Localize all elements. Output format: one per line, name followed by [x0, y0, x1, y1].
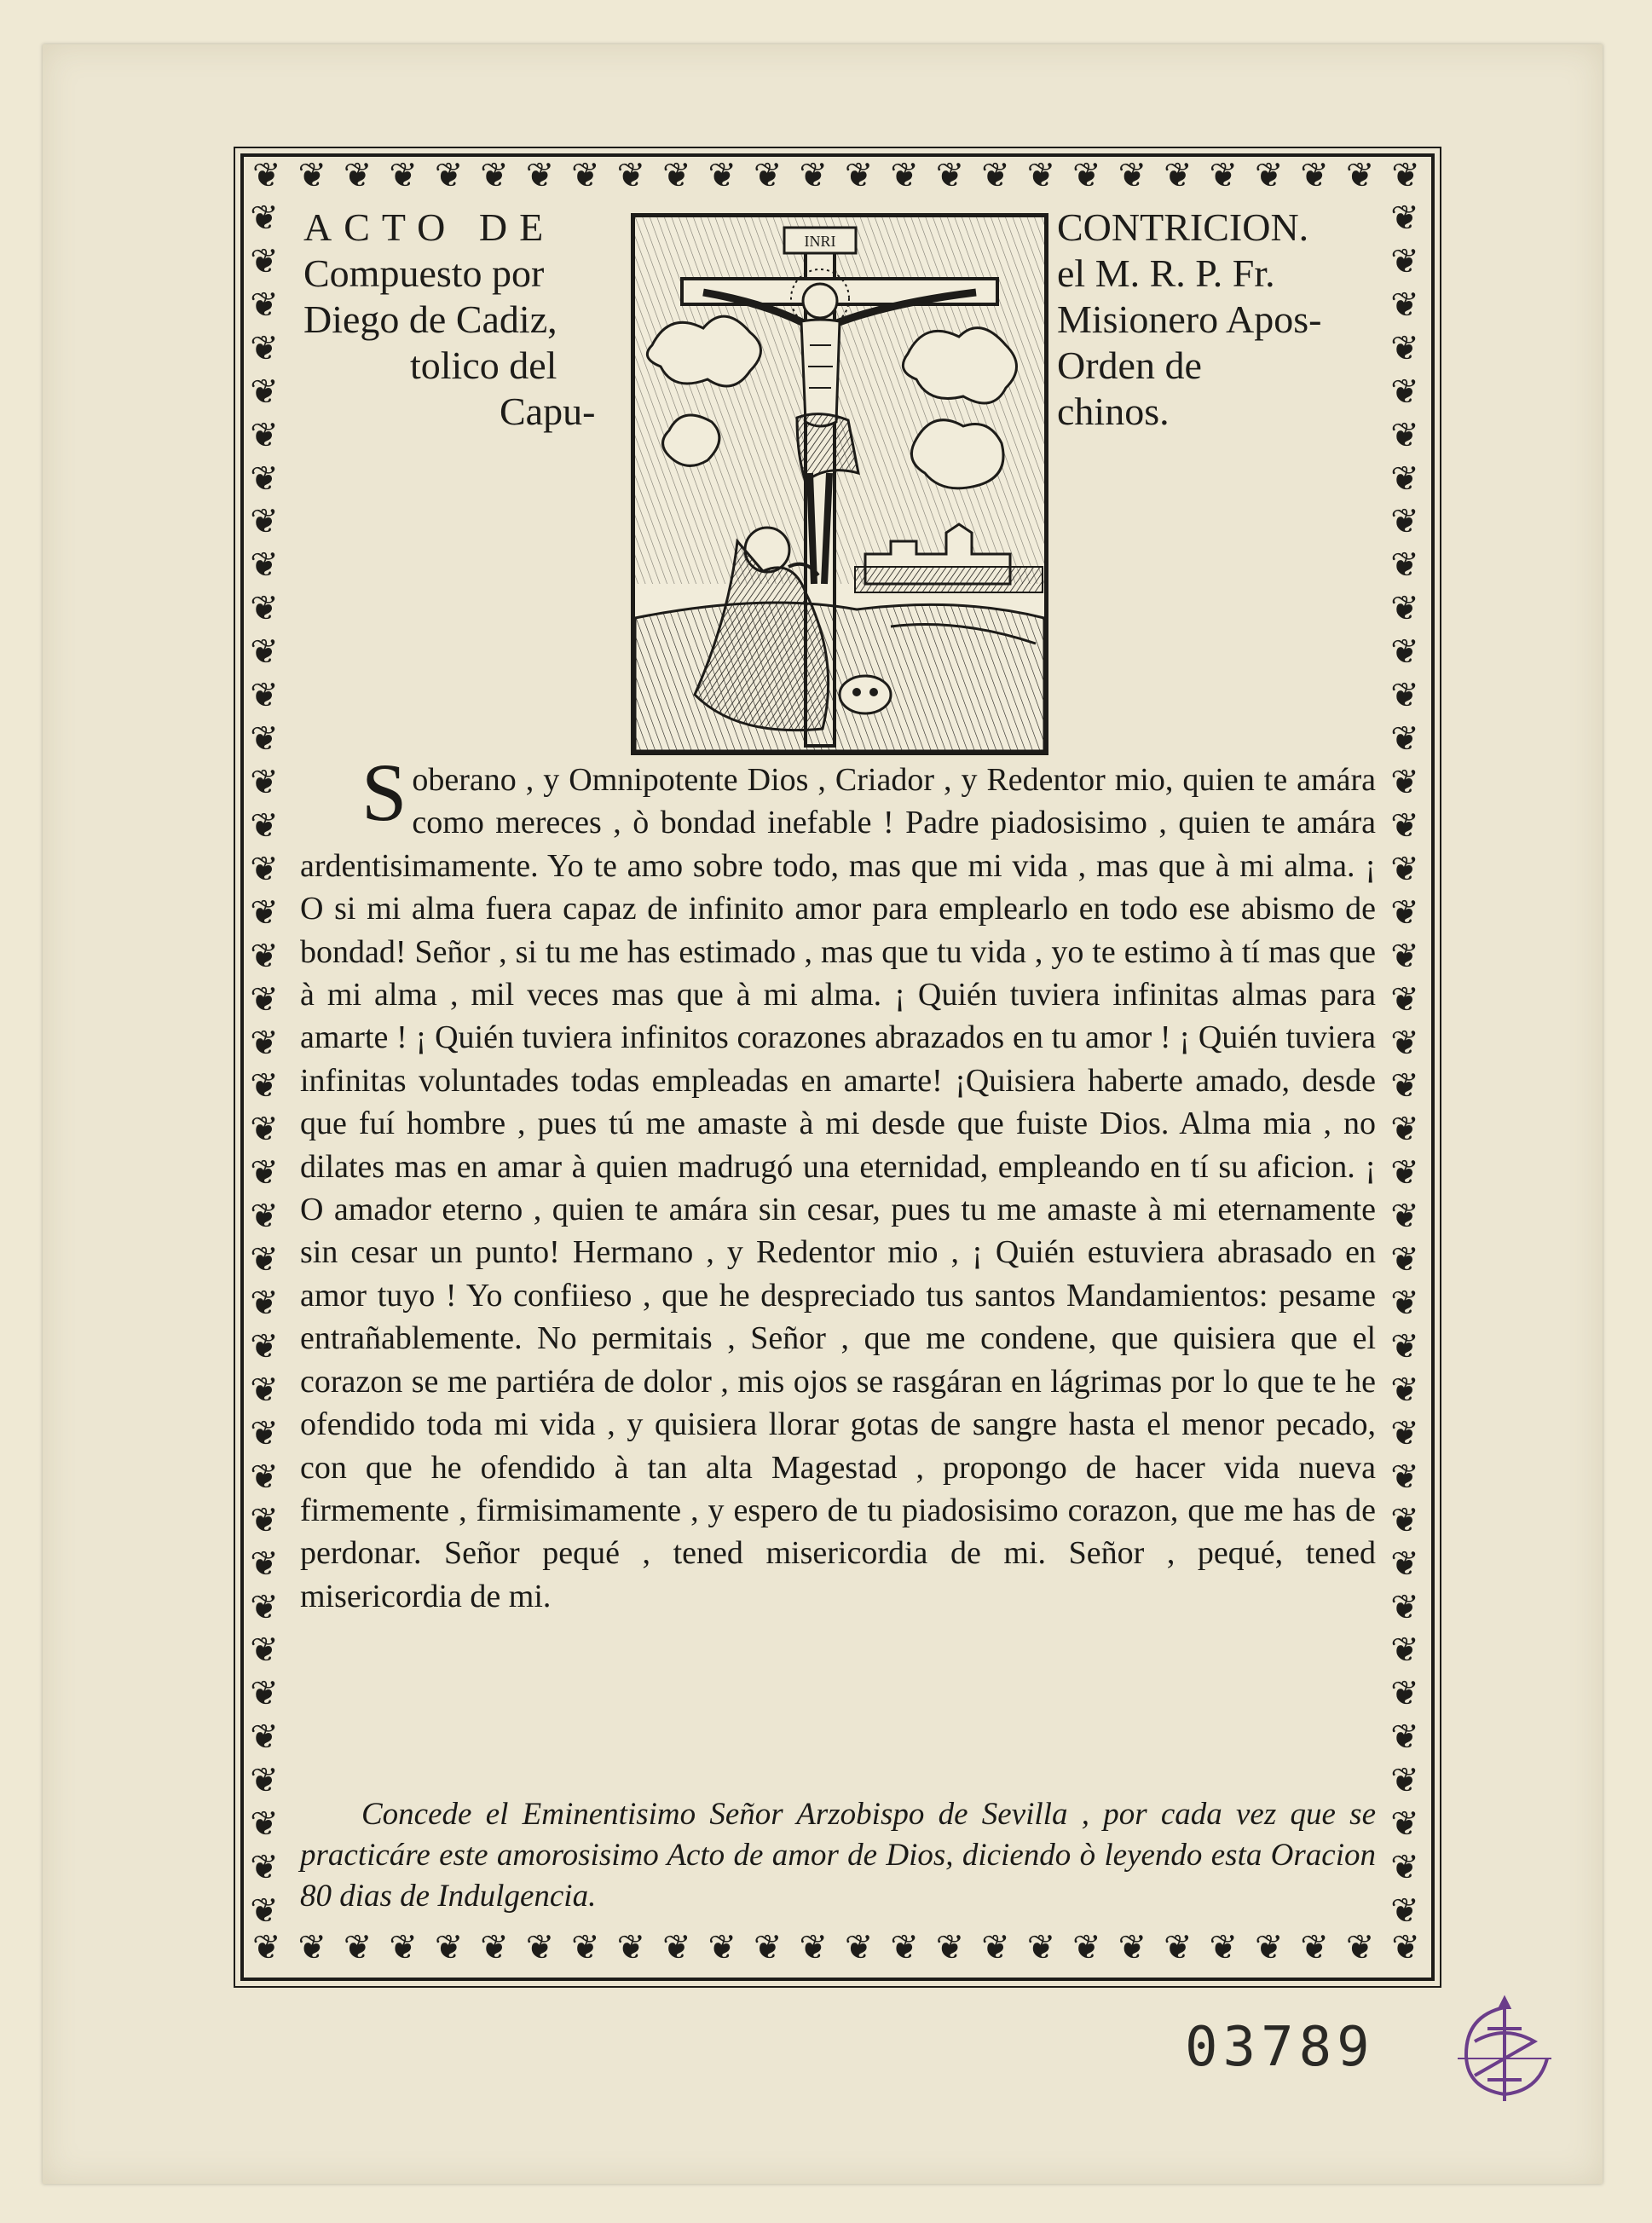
fleuron-ornament-icon: ❦	[250, 1413, 279, 1453]
prayer-text	[300, 747, 1376, 1618]
fleuron-ornament-icon: ❦	[525, 1931, 555, 1967]
catalog-number: 03789	[1185, 2016, 1375, 2079]
fleuron-ornament-icon: ❦	[250, 719, 279, 759]
fleuron-ornament-icon: ❦	[250, 1370, 279, 1410]
fleuron-ornament-icon: ❦	[1072, 1931, 1101, 1967]
fleuron-ornament-icon: ❦	[250, 1761, 279, 1801]
fleuron-ornament-icon: ❦	[1390, 1153, 1419, 1193]
fleuron-ornament-icon: ❦	[981, 159, 1010, 195]
prayer-dropcap: S	[361, 747, 407, 838]
fleuron-ornament-icon: ❦	[1164, 159, 1193, 195]
fleuron-ornament-icon: ❦	[250, 1500, 279, 1540]
heading-left-line: Diego de Cadiz,	[303, 297, 557, 341]
fleuron-ornament-icon: ❦	[250, 1587, 279, 1627]
fleuron-ornament-icon: ❦	[1390, 1240, 1419, 1280]
fleuron-ornament-icon: ❦	[297, 159, 326, 195]
fleuron-ornament-icon: ❦	[250, 1284, 279, 1324]
fleuron-ornament-icon: ❦	[250, 1544, 279, 1584]
fleuron-ornament-icon: ❦	[250, 201, 279, 238]
fleuron-ornament-icon: ❦	[250, 1110, 279, 1150]
ornament-border-bottom	[252, 1931, 1420, 1970]
fleuron-ornament-icon: ❦	[434, 159, 464, 195]
fleuron-ornament-icon: ❦	[1209, 159, 1239, 195]
fleuron-ornament-icon: ❦	[844, 159, 874, 195]
fleuron-ornament-icon: ❦	[250, 1153, 279, 1193]
fleuron-ornament-icon: ❦	[1026, 159, 1056, 195]
fleuron-ornament-icon: ❦	[1164, 1931, 1193, 1967]
fleuron-ornament-icon: ❦	[1390, 1370, 1419, 1410]
fleuron-ornament-icon: ❦	[250, 1457, 279, 1497]
fleuron-ornament-icon: ❦	[1390, 1674, 1419, 1714]
fleuron-ornament-icon: ❦	[250, 1023, 279, 1063]
fleuron-ornament-icon: ❦	[1390, 502, 1419, 542]
fleuron-ornament-icon: ❦	[1390, 589, 1419, 629]
fleuron-ornament-icon: ❦	[252, 1931, 281, 1967]
fleuron-ornament-icon: ❦	[844, 1931, 874, 1967]
fleuron-ornament-icon: ❦	[1390, 1326, 1419, 1366]
fleuron-ornament-icon: ❦	[1390, 1110, 1419, 1150]
heading-right-line: CONTRICION.	[1057, 205, 1309, 249]
fleuron-ornament-icon: ❦	[1390, 1848, 1419, 1888]
fleuron-ornament-icon: ❦	[480, 159, 509, 195]
fleuron-ornament-icon: ❦	[1390, 676, 1419, 716]
fleuron-ornament-icon: ❦	[1345, 1931, 1375, 1967]
heading-left-line: Compuesto por	[303, 251, 545, 295]
fleuron-ornament-icon: ❦	[250, 1240, 279, 1280]
fleuron-ornament-icon: ❦	[616, 1931, 646, 1967]
fleuron-ornament-icon: ❦	[890, 1931, 919, 1967]
fleuron-ornament-icon: ❦	[662, 1931, 691, 1967]
fleuron-ornament-icon: ❦	[799, 1931, 828, 1967]
fleuron-ornament-icon: ❦	[250, 589, 279, 629]
fleuron-ornament-icon: ❦	[753, 159, 783, 195]
fleuron-ornament-icon: ❦	[1390, 762, 1419, 802]
fleuron-ornament-icon: ❦	[1390, 1197, 1419, 1237]
fleuron-ornament-icon: ❦	[1390, 328, 1419, 368]
fleuron-ornament-icon: ❦	[1391, 159, 1420, 195]
fleuron-ornament-icon: ❦	[250, 1326, 279, 1366]
heading-left-line: Capu-	[500, 390, 596, 433]
fleuron-ornament-icon: ❦	[480, 1931, 509, 1967]
fleuron-ornament-icon: ❦	[250, 328, 279, 368]
fleuron-ornament-icon: ❦	[250, 892, 279, 933]
fleuron-ornament-icon: ❦	[1390, 1631, 1419, 1671]
fleuron-ornament-icon: ❦	[1345, 159, 1375, 195]
fleuron-ornament-icon: ❦	[753, 1931, 783, 1967]
fleuron-ornament-icon: ❦	[1118, 159, 1147, 195]
fleuron-ornament-icon: ❦	[250, 459, 279, 499]
fleuron-ornament-icon: ❦	[1390, 1544, 1419, 1584]
fleuron-ornament-icon: ❦	[799, 159, 828, 195]
fleuron-ornament-icon: ❦	[935, 159, 965, 195]
fleuron-ornament-icon: ❦	[1391, 1931, 1420, 1967]
heading-left-line: ACTO DE	[303, 205, 556, 249]
fleuron-ornament-icon: ❦	[1390, 936, 1419, 976]
fleuron-ornament-icon: ❦	[1390, 892, 1419, 933]
ornament-border-right	[1385, 201, 1424, 1928]
fleuron-ornament-icon: ❦	[250, 1197, 279, 1237]
fleuron-ornament-icon: ❦	[1026, 1931, 1056, 1967]
fleuron-ornament-icon: ❦	[250, 1674, 279, 1714]
fleuron-ornament-icon: ❦	[250, 936, 279, 976]
fleuron-ornament-icon: ❦	[1390, 849, 1419, 889]
fleuron-ornament-icon: ❦	[389, 159, 418, 195]
fleuron-ornament-icon: ❦	[1390, 241, 1419, 281]
fleuron-ornament-icon: ❦	[1390, 1023, 1419, 1063]
fleuron-ornament-icon: ❦	[250, 1718, 279, 1758]
ornament-border-left	[245, 201, 284, 1928]
fleuron-ornament-icon: ❦	[1390, 979, 1419, 1019]
fleuron-ornament-icon: ❦	[1390, 1891, 1419, 1928]
fleuron-ornament-icon: ❦	[571, 1931, 600, 1967]
fleuron-ornament-icon: ❦	[1118, 1931, 1147, 1967]
fleuron-ornament-icon: ❦	[1072, 159, 1101, 195]
fleuron-ornament-icon: ❦	[935, 1931, 965, 1967]
fleuron-ornament-icon: ❦	[250, 415, 279, 455]
fleuron-ornament-icon: ❦	[1390, 459, 1419, 499]
fleuron-ornament-icon: ❦	[1390, 546, 1419, 586]
fleuron-ornament-icon: ❦	[1390, 1457, 1419, 1497]
fleuron-ornament-icon: ❦	[1254, 1931, 1284, 1967]
fleuron-ornament-icon: ❦	[250, 1804, 279, 1845]
fleuron-ornament-icon: ❦	[525, 159, 555, 195]
fleuron-ornament-icon: ❦	[1390, 1718, 1419, 1758]
fleuron-ornament-icon: ❦	[250, 1066, 279, 1106]
fleuron-ornament-icon: ❦	[1390, 1066, 1419, 1106]
heading-right-line: chinos.	[1057, 390, 1170, 433]
fleuron-ornament-icon: ❦	[890, 159, 919, 195]
fleuron-ornament-icon: ❦	[250, 241, 279, 281]
crucifixion-illustration	[635, 217, 1044, 751]
collection-stamp	[1441, 1990, 1568, 2110]
fleuron-ornament-icon: ❦	[297, 1931, 326, 1967]
fleuron-ornament-icon: ❦	[250, 762, 279, 802]
fleuron-ornament-icon: ❦	[1390, 1284, 1419, 1324]
fleuron-ornament-icon: ❦	[1390, 1804, 1419, 1845]
fleuron-ornament-icon: ❦	[250, 979, 279, 1019]
prayer-body: oberano , y Omnipotente Dios , Criador , y Redentor mio, quien te amára como mereces , ò bondad inefable ! Padre piadosisimo , quien te amára ardentisimamente. Yo te amo sobre todo, mas que mi vida , mas que à mi alma. ¡ O si mi alma fuera capaz de infinito amor para emplearlo en todo ese abismo de bondad! Señor , si tu me has estimado , mas que tu vida , yo te estimo à tí mas que à mi alma , mil veces mas que à mi alma. ¡ Quién tuviera infinitas almas para amarte ! ¡ Quién tuviera infinitos corazones abrazados en tu amor ! ¡ Quién tuviera infinitas voluntades todas empleadas en amarte! ¡Quisiera haberte amado, desde que fuí hombre , pues tú me amaste à mi desde que fuiste Dios. Alma mia , no dilates mas en amar à quien madrugó una eternidad, empleando en tí su aficion. ¡ O amador eterno , quien te amára sin cesar, pues tu me amaste à mi eternamente sin cesar un punto! Hermano , y Redentor mio , ¡ Quién estuviera abrasado en amor tuyo ! Yo confiieso , que he despreciado tus santos Mandamientos: pesame entrañablemente. No permitais , Señor , que me condene, que quisiera que el corazon se me partiéra de dolor , mis ojos se rasgáran en lágrimas por lo que te he ofendido toda mi vida , y quisiera llorar gotas de sangre hasta el menor pecado, con que he ofendido à tan alta Magestad , propongo de hacer vida nueva firmemente , firmisimamente , y espero de tu piadosisimo corazon, que me has de perdonar. Señor pequé , tened misericordia de mi. Señor , pequé, tened misericordia de mi.	[300, 762, 1376, 1614]
fleuron-ornament-icon: ❦	[1390, 1413, 1419, 1453]
fleuron-ornament-icon: ❦	[250, 1891, 279, 1928]
fleuron-ornament-icon: ❦	[250, 502, 279, 542]
fleuron-ornament-icon: ❦	[250, 1848, 279, 1888]
fleuron-ornament-icon: ❦	[1300, 159, 1329, 195]
indulgence-note: Concede el Eminentisimo Señor Arzobispo de Sevilla , por cada vez que se practicáre este amorosisimo Acto de amor de Dios, diciendo ò leyendo esta Oracion 80 dias de Indulgencia.	[300, 1797, 1376, 1914]
fleuron-ornament-icon: ❦	[1390, 632, 1419, 673]
fleuron-ornament-icon: ❦	[1390, 805, 1419, 846]
inri-inscription: INRI	[804, 233, 836, 250]
fleuron-ornament-icon: ❦	[1390, 285, 1419, 325]
fleuron-ornament-icon: ❦	[1390, 1500, 1419, 1540]
fleuron-ornament-icon: ❦	[250, 805, 279, 846]
fleuron-ornament-icon: ❦	[571, 159, 600, 195]
fleuron-ornament-icon: ❦	[1390, 201, 1419, 238]
fleuron-ornament-icon: ❦	[1209, 1931, 1239, 1967]
heading-right-line: Orden de	[1057, 344, 1202, 387]
fleuron-ornament-icon: ❦	[434, 1931, 464, 1967]
fleuron-ornament-icon: ❦	[1390, 415, 1419, 455]
fleuron-ornament-icon: ❦	[389, 1931, 418, 1967]
fleuron-ornament-icon: ❦	[250, 372, 279, 412]
fleuron-ornament-icon: ❦	[343, 1931, 373, 1967]
fleuron-ornament-icon: ❦	[1390, 1587, 1419, 1627]
fleuron-ornament-icon: ❦	[1390, 1761, 1419, 1801]
fleuron-ornament-icon: ❦	[1300, 1931, 1329, 1967]
ornament-border-top	[252, 159, 1420, 198]
fleuron-ornament-icon: ❦	[1390, 719, 1419, 759]
fleuron-ornament-icon: ❦	[662, 159, 691, 195]
fleuron-ornament-icon: ❦	[708, 159, 737, 195]
heading-right-line: Misionero Apos-	[1057, 297, 1322, 341]
fleuron-ornament-icon: ❦	[616, 159, 646, 195]
fleuron-ornament-icon: ❦	[1390, 372, 1419, 412]
fleuron-ornament-icon: ❦	[250, 849, 279, 889]
crucifixion-woodcut	[631, 213, 1048, 755]
heading-right-column	[1057, 205, 1381, 435]
fleuron-ornament-icon: ❦	[250, 676, 279, 716]
fleuron-ornament-icon: ❦	[708, 1931, 737, 1967]
fleuron-ornament-icon: ❦	[250, 632, 279, 673]
fleuron-ornament-icon: ❦	[1254, 159, 1284, 195]
heading-right-line: el M. R. P. Fr.	[1057, 251, 1275, 295]
fleuron-ornament-icon: ❦	[250, 285, 279, 325]
fleuron-ornament-icon: ❦	[343, 159, 373, 195]
heading-left-line: tolico del	[410, 344, 557, 387]
heading-left-column	[303, 205, 623, 435]
fleuron-ornament-icon: ❦	[252, 159, 281, 195]
fleuron-ornament-icon: ❦	[250, 1631, 279, 1671]
fleuron-ornament-icon: ❦	[981, 1931, 1010, 1967]
fleuron-ornament-icon: ❦	[250, 546, 279, 586]
